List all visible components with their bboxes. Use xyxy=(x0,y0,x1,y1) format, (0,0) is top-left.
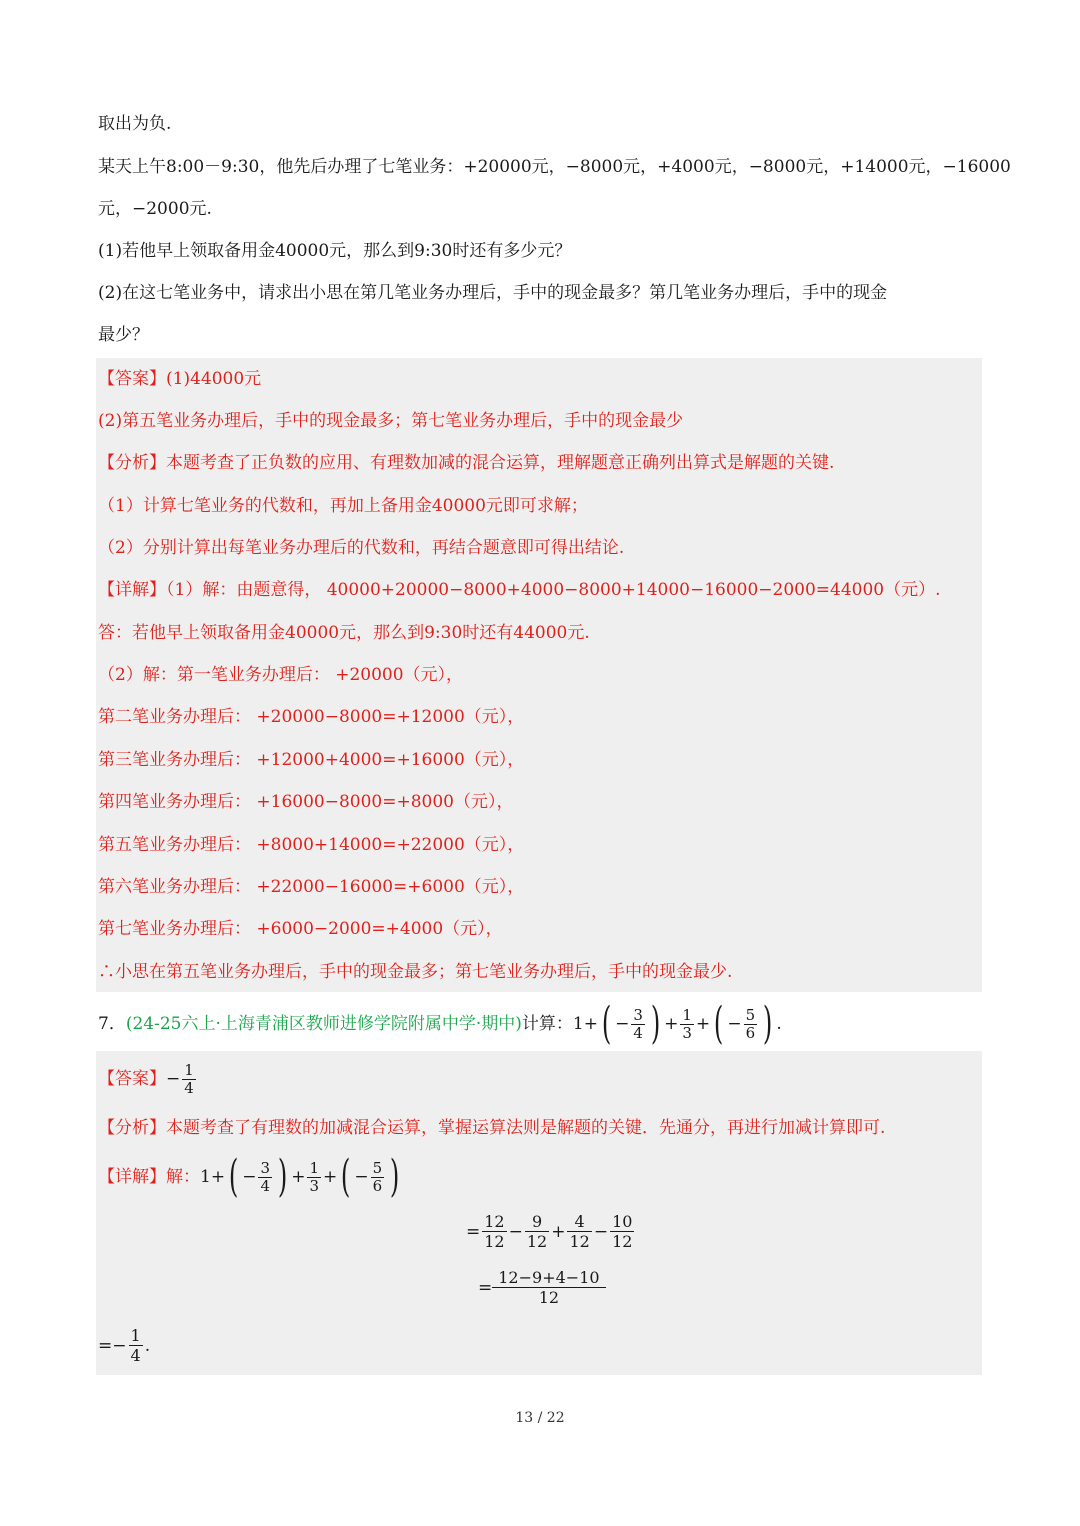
answer6-row: 第三笔业务办理后： +12000+4000=+16000（元）， xyxy=(98,750,525,770)
answer6-row: 第六笔业务办理后： +22000−16000=+6000（元）， xyxy=(98,877,525,897)
answer7-detail-expression: 1+ ( − $\frac{3}{4}$ ) + $\frac{1}{3}$ + ( − $\frac{5}{6}$ ) xyxy=(200,1151,400,1202)
page-number: 13 / 22 xyxy=(515,1410,565,1426)
q6-line-2: 某天上午8:00－9:30，他先后办理了七笔业务：+20000元，−8000元，+4000元，−8000元，+14000元，−16000 xyxy=(98,157,1011,177)
answer6-step-1: （1）计算七笔业务的代数和，再加上备用金40000元即可求解； xyxy=(98,496,588,516)
q7-expression: 1+ ( − $\frac{3}{4}$ ) + $\frac{1}{3}$ + ( − $\frac{5}{6}$ ) . xyxy=(572,998,782,1049)
q6-sub-question-1: (1)若他早上领取备用金40000元，那么到9:30时还有多少元？ xyxy=(98,241,572,261)
q6-line-1: 取出为负. xyxy=(98,114,172,134)
answer6-analysis: 【分析】本题考查了正负数的应用、有理数加减的混合运算，理解题意正确列出算式是解题的关键. xyxy=(98,453,835,473)
answer7-answer: 【答案】 − $\frac{1}{4}$ xyxy=(98,1060,194,1097)
answer7-step-1: = $\frac{12}{12}$ − $\frac{9}{12}$ + $\frac{4}{12}$ − $\frac{10}{12}$ xyxy=(466,1212,633,1251)
answer6-part-2: （2）解：第一笔业务办理后： +20000（元）， xyxy=(98,665,464,685)
answer7-step-2: = $\frac{12-9+4-10}{12}$ xyxy=(478,1268,606,1307)
answer6-conclusion: ∴小思在第五笔业务办理后，手中的现金最多；第七笔业务办理后，手中的现金最少. xyxy=(98,962,733,982)
q7-prompt: 计算： xyxy=(521,1014,573,1034)
answer7-analysis: 【分析】本题考查了有理数的加减混合运算，掌握运算法则是解题的关键．先通分，再进行加减计算即可. xyxy=(98,1118,886,1138)
answer6-reply-1: 答：若他早上领取备用金40000元，那么到9:30时还有44000元. xyxy=(98,623,590,643)
answer6-answer-1: 【答案】(1)44000元 xyxy=(98,369,262,389)
answer6-answer-2: (2)第五笔业务办理后，手中的现金最多；第七笔业务办理后，手中的现金最少 xyxy=(98,411,684,431)
question-7 xyxy=(98,998,782,1050)
q7-number: 7． xyxy=(98,1014,126,1034)
answer6-row: 第七笔业务办理后： +6000−2000=+4000（元）， xyxy=(98,919,503,939)
q6-sub-question-2a: (2)在这七笔业务中，请求出小思在第几笔业务办理后，手中的现金最多？第几笔业务办理后，手中的现金 xyxy=(98,283,888,303)
answer7-detail: 【详解】解： 1+ ( − $\frac{3}{4}$ ) + $\frac{1}{3}$ + ( − $\frac{5}{6}$ ) xyxy=(98,1153,403,1201)
answer6-row: 第四笔业务办理后： +16000−8000=+8000（元）， xyxy=(98,792,514,812)
answer6-row: 第五笔业务办理后： +8000+14000=+22000（元）， xyxy=(98,835,525,855)
q7-source: (24-25六上·上海青浦区教师进修学院附属中学·期中) xyxy=(125,1014,522,1034)
answer6-step-2: （2）分别计算出每笔业务办理后的代数和，再结合题意即可得出结论. xyxy=(98,538,625,558)
answer6-row: 第二笔业务办理后： +20000−8000=+12000（元）， xyxy=(98,707,525,727)
q6-line-3: 元，−2000元. xyxy=(98,199,212,219)
answer6-detail-1: 【详解】（1）解：由题意得， 40000+20000−8000+4000−8000+14000−16000−2000=44000（元）. xyxy=(98,580,941,600)
q6-sub-question-2b: 最少？ xyxy=(98,325,149,345)
answer7-final: =− $\frac{1}{4}$ . xyxy=(98,1326,151,1365)
answer7-fraction: $\frac{1}{4}$ xyxy=(184,1060,194,1097)
